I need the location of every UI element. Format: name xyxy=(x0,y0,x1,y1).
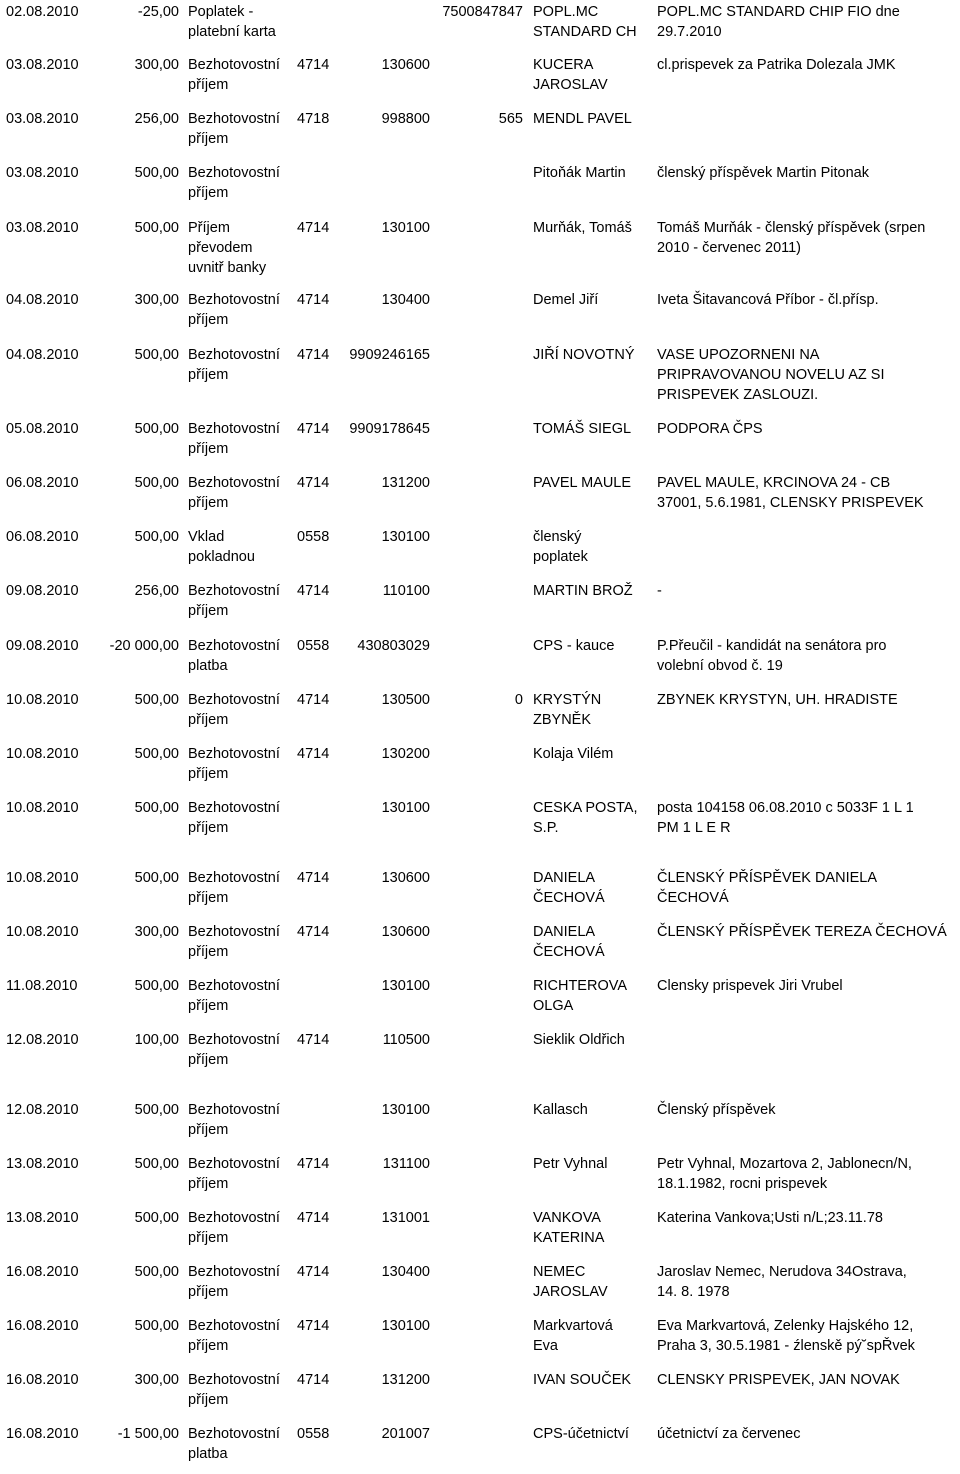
transaction-type-cell-line: Bezhotovostní xyxy=(188,1156,280,1172)
amount-cell: 300,00 xyxy=(134,924,179,940)
counterparty-cell-line: STANDARD CH xyxy=(533,24,637,40)
transaction-type-cell-line: Bezhotovostní xyxy=(188,746,280,762)
date-cell: 10.08.2010 xyxy=(6,924,79,940)
specific-symbol-cell: 7500847847 xyxy=(442,4,523,20)
counterparty-cell-line: Pitoňák Martin xyxy=(533,165,626,181)
transaction-type-cell-line: platba xyxy=(188,658,228,674)
transaction-type-cell xyxy=(188,1424,280,1464)
counterparty-cell-line: Markvartová xyxy=(533,1318,613,1334)
amount-cell: 500,00 xyxy=(134,1156,179,1172)
message-cell xyxy=(657,690,898,710)
date-cell: 06.08.2010 xyxy=(6,475,79,491)
message-cell-line: 14. 8. 1978 xyxy=(657,1284,730,1300)
message-cell xyxy=(657,1262,907,1302)
counterparty-cell xyxy=(533,744,613,764)
transaction-type-cell-line: Bezhotovostní xyxy=(188,292,280,308)
transaction-type-cell xyxy=(188,473,280,513)
transaction-type-cell xyxy=(188,976,280,1016)
transaction-type-cell-line: Bezhotovostní xyxy=(188,165,280,181)
constant-symbol-cell: 4714 xyxy=(297,57,330,73)
counterparty-cell-line: TOMÁŠ SIEGL xyxy=(533,421,632,437)
message-cell xyxy=(657,1424,800,1444)
counterparty-cell-line: S.P. xyxy=(533,820,559,836)
message-cell xyxy=(657,55,896,75)
constant-symbol-cell: 4714 xyxy=(297,1318,330,1334)
date-cell: 03.08.2010 xyxy=(6,165,79,181)
amount-cell: 500,00 xyxy=(134,870,179,886)
date-cell: 04.08.2010 xyxy=(6,292,79,308)
date-cell: 13.08.2010 xyxy=(6,1210,79,1226)
constant-symbol-cell: 4714 xyxy=(297,1264,330,1280)
variable-symbol-cell: 130500 xyxy=(381,692,430,708)
counterparty-cell xyxy=(533,1316,613,1356)
message-cell xyxy=(657,798,914,838)
message-cell xyxy=(657,636,886,676)
counterparty-cell-line: Murňák, Tomáš xyxy=(533,220,632,236)
message-cell-line: 2010 - červenec 2011) xyxy=(657,240,802,256)
message-cell xyxy=(657,1316,915,1356)
amount-cell: 256,00 xyxy=(134,583,179,599)
message-cell xyxy=(657,868,877,908)
transaction-type-cell-line: Bezhotovostní xyxy=(188,800,280,816)
transaction-type-cell xyxy=(188,798,280,838)
amount-cell: 500,00 xyxy=(134,692,179,708)
variable-symbol-cell: 201007 xyxy=(381,1426,430,1442)
amount-cell: -25,00 xyxy=(137,4,179,20)
counterparty-cell-line: KATERINA xyxy=(533,1230,605,1246)
counterparty-cell xyxy=(533,419,631,439)
transaction-type-cell xyxy=(188,345,280,385)
transaction-type-cell-line: Bezhotovostní xyxy=(188,1318,280,1334)
amount-cell: 500,00 xyxy=(134,475,179,491)
date-cell: 11.08.2010 xyxy=(6,978,78,994)
message-cell-line: - xyxy=(657,583,662,599)
variable-symbol-cell: 430803029 xyxy=(357,638,430,654)
message-cell xyxy=(657,581,662,601)
variable-symbol-cell: 130600 xyxy=(381,870,430,886)
transaction-type-cell xyxy=(188,1154,280,1194)
counterparty-cell xyxy=(533,581,633,601)
date-cell: 10.08.2010 xyxy=(6,800,79,816)
specific-symbol-cell: 0 xyxy=(514,692,523,708)
transaction-type-cell xyxy=(188,744,280,784)
constant-symbol-cell: 4714 xyxy=(297,1372,330,1388)
message-cell xyxy=(657,1208,883,1228)
transaction-type-cell-line: příjem xyxy=(188,944,229,960)
counterparty-cell xyxy=(533,1154,607,1174)
message-cell-line: PODPORA ČPS xyxy=(657,421,763,437)
transaction-type-cell-line: Bezhotovostní xyxy=(188,692,280,708)
date-cell: 16.08.2010 xyxy=(6,1318,79,1334)
transaction-type-cell xyxy=(188,1370,280,1410)
message-cell xyxy=(657,1370,900,1390)
amount-cell: 500,00 xyxy=(134,1318,179,1334)
message-cell-line: Clensky prispevek Jiri Vrubel xyxy=(657,978,843,994)
message-cell xyxy=(657,1100,775,1120)
message-cell-line: PRISPEVEK ZASLOUZI. xyxy=(657,387,819,403)
message-cell-line: Katerina Vankova;Usti n/L;23.11.78 xyxy=(657,1210,883,1226)
message-cell xyxy=(657,976,843,996)
counterparty-cell xyxy=(533,636,614,656)
date-cell: 16.08.2010 xyxy=(6,1426,79,1442)
message-cell-line: 29.7.2010 xyxy=(657,24,722,40)
counterparty-cell-line: PAVEL MAULE xyxy=(533,475,632,491)
counterparty-cell xyxy=(533,868,605,908)
counterparty-cell xyxy=(533,290,598,310)
counterparty-cell xyxy=(533,690,601,730)
counterparty-cell-line: MENDL PAVEL xyxy=(533,111,632,127)
transaction-type-cell-line: Bezhotovostní xyxy=(188,1426,280,1442)
date-cell: 10.08.2010 xyxy=(6,746,79,762)
counterparty-cell-line: VANKOVA xyxy=(533,1210,601,1226)
message-cell-line: posta 104158 06.08.2010 c 5033F 1 L 1 xyxy=(657,800,914,816)
transaction-type-cell xyxy=(188,1208,280,1248)
transaction-type-cell-line: platba xyxy=(188,1446,228,1462)
message-cell-line: P.Přeučil - kandidát na senátora pro xyxy=(657,638,887,654)
transaction-type-cell xyxy=(188,690,280,730)
counterparty-cell xyxy=(533,976,627,1016)
counterparty-cell-line: ZBYNĚK xyxy=(533,712,592,728)
date-cell: 12.08.2010 xyxy=(6,1032,79,1048)
transaction-type-cell xyxy=(188,1030,280,1070)
message-cell-line: 37001, 5.6.1981, CLENSKY PRISPEVEK xyxy=(657,495,924,511)
transaction-type-cell-line: příjem xyxy=(188,603,229,619)
constant-symbol-cell: 4714 xyxy=(297,692,330,708)
transaction-type-cell-line: Bezhotovostní xyxy=(188,638,280,654)
message-cell-line: ČLENSKÝ PŘÍSPĚVEK DANIELA xyxy=(657,870,877,886)
date-cell: 09.08.2010 xyxy=(6,583,79,599)
constant-symbol-cell: 4714 xyxy=(297,1156,330,1172)
transaction-type-cell-line: příjem xyxy=(188,1230,229,1246)
amount-cell: 500,00 xyxy=(134,347,179,363)
message-cell-line: členský příspěvek Martin Pitonak xyxy=(657,165,869,181)
message-cell xyxy=(657,2,900,42)
transaction-type-cell-line: příjem xyxy=(188,1338,229,1354)
counterparty-cell xyxy=(533,798,638,838)
variable-symbol-cell: 130100 xyxy=(381,1102,430,1118)
counterparty-cell-line: ČECHOVÁ xyxy=(533,890,605,906)
transaction-type-cell-line: Bezhotovostní xyxy=(188,1102,280,1118)
variable-symbol-cell: 130600 xyxy=(381,924,430,940)
amount-cell: 256,00 xyxy=(134,111,179,127)
amount-cell: 500,00 xyxy=(134,978,179,994)
transaction-type-cell-line: Bezhotovostní xyxy=(188,1032,280,1048)
transaction-type-cell-line: Bezhotovostní xyxy=(188,583,280,599)
counterparty-cell xyxy=(533,109,632,129)
variable-symbol-cell: 130600 xyxy=(381,57,430,73)
date-cell: 12.08.2010 xyxy=(6,1102,79,1118)
date-cell: 16.08.2010 xyxy=(6,1372,79,1388)
counterparty-cell-line: CPS-účetnictví xyxy=(533,1426,629,1442)
constant-symbol-cell: 4714 xyxy=(297,475,330,491)
transaction-type-cell-line: příjem xyxy=(188,1392,229,1408)
message-cell-line: Praha 3, 30.5.1981 - źlenskě pý˘spŘvek xyxy=(657,1338,915,1354)
counterparty-cell-line: RICHTEROVA xyxy=(533,978,627,994)
transaction-type-cell-line: Vklad xyxy=(188,529,225,545)
counterparty-cell xyxy=(533,163,626,183)
counterparty-cell xyxy=(533,345,635,365)
date-cell: 06.08.2010 xyxy=(6,529,79,545)
counterparty-cell xyxy=(533,1262,608,1302)
variable-symbol-cell: 110100 xyxy=(382,583,430,599)
message-cell xyxy=(657,1154,912,1194)
counterparty-cell xyxy=(533,922,605,962)
message-cell-line: cl.prispevek za Patrika Dolezala JMK xyxy=(657,57,896,73)
message-cell xyxy=(657,419,763,439)
variable-symbol-cell: 130100 xyxy=(381,1318,430,1334)
transaction-type-cell-line: příjem xyxy=(188,131,229,147)
counterparty-cell-line: Kolaja Vilém xyxy=(533,746,614,762)
date-cell: 10.08.2010 xyxy=(6,870,79,886)
transaction-type-cell xyxy=(188,163,280,203)
message-cell-line: volební obvod č. 19 xyxy=(657,658,783,674)
message-cell-line: Jaroslav Nemec, Nerudova 34Ostrava, xyxy=(657,1264,907,1280)
counterparty-cell-line: CESKA POSTA, xyxy=(533,800,638,816)
transaction-type-cell xyxy=(188,922,280,962)
transaction-type-cell xyxy=(188,2,276,42)
counterparty-cell-line: CPS - kauce xyxy=(533,638,615,654)
variable-symbol-cell: 130100 xyxy=(381,978,430,994)
counterparty-cell xyxy=(533,218,632,238)
transaction-type-cell xyxy=(188,527,255,567)
message-cell xyxy=(657,922,947,942)
transaction-type-cell-line: Bezhotovostní xyxy=(188,1264,280,1280)
amount-cell: 500,00 xyxy=(134,421,179,437)
message-cell xyxy=(657,345,885,405)
counterparty-cell xyxy=(533,1424,629,1444)
transaction-type-cell xyxy=(188,218,266,278)
transaction-type-cell-line: Bezhotovostní xyxy=(188,1210,280,1226)
transaction-type-cell-line: Bezhotovostní xyxy=(188,111,280,127)
message-cell-line: PRIPRAVOVANOU NOVELU AZ SI xyxy=(657,367,885,383)
amount-cell: 300,00 xyxy=(134,57,179,73)
message-cell-line: ZBYNEK KRYSTYN, UH. HRADISTE xyxy=(657,692,898,708)
variable-symbol-cell: 130400 xyxy=(381,292,430,308)
message-cell-line: Tomáš Murňák - členský příspěvek (srpen xyxy=(657,220,926,236)
amount-cell: 300,00 xyxy=(134,292,179,308)
transaction-type-cell-line: převodem xyxy=(188,240,253,256)
date-cell: 16.08.2010 xyxy=(6,1264,79,1280)
constant-symbol-cell: 4714 xyxy=(297,220,330,236)
counterparty-cell-line: Sieklik Oldřich xyxy=(533,1032,625,1048)
variable-symbol-cell: 130200 xyxy=(381,746,430,762)
counterparty-cell-line: POPL.MC xyxy=(533,4,599,20)
message-cell-line: Členský příspěvek xyxy=(657,1102,776,1118)
variable-symbol-cell: 130100 xyxy=(381,529,430,545)
variable-symbol-cell: 9909246165 xyxy=(349,347,430,363)
transaction-type-cell xyxy=(188,419,280,459)
transaction-type-cell-line: Bezhotovostní xyxy=(188,978,280,994)
transaction-type-cell-line: Bezhotovostní xyxy=(188,347,280,363)
counterparty-cell-line: KUCERA xyxy=(533,57,594,73)
variable-symbol-cell: 9909178645 xyxy=(349,421,430,437)
message-cell-line: Eva Markvartová, Zelenky Hajského 12, xyxy=(657,1318,914,1334)
transaction-type-cell xyxy=(188,1262,280,1302)
message-cell-line: CLENSKY PRISPEVEK, JAN NOVAK xyxy=(657,1372,900,1388)
counterparty-cell-line: Eva xyxy=(533,1338,558,1354)
date-cell: 13.08.2010 xyxy=(6,1156,79,1172)
transaction-type-cell-line: příjem xyxy=(188,1052,229,1068)
transaction-type-cell-line: Bezhotovostní xyxy=(188,57,280,73)
message-cell xyxy=(657,290,879,310)
constant-symbol-cell: 4714 xyxy=(297,347,330,363)
transaction-type-cell-line: pokladnou xyxy=(188,549,255,565)
variable-symbol-cell: 130100 xyxy=(381,220,430,236)
message-cell-line: Petr Vyhnal, Mozartova 2, Jablonecn/N, xyxy=(657,1156,912,1172)
amount-cell: 100,00 xyxy=(134,1032,179,1048)
counterparty-cell xyxy=(533,1100,588,1120)
counterparty-cell-line: JAROSLAV xyxy=(533,77,608,93)
transaction-type-cell xyxy=(188,290,280,330)
amount-cell: 300,00 xyxy=(134,1372,179,1388)
transaction-type-cell-line: Bezhotovostní xyxy=(188,475,280,491)
amount-cell: 500,00 xyxy=(134,1102,179,1118)
transaction-type-cell xyxy=(188,1316,280,1356)
constant-symbol-cell: 4714 xyxy=(297,1210,330,1226)
amount-cell: 500,00 xyxy=(134,800,179,816)
transaction-type-cell-line: příjem xyxy=(188,185,229,201)
message-cell-line: Iveta Šitavancová Příbor - čl.přísp. xyxy=(657,292,879,308)
message-cell-line: ČLENSKÝ PŘÍSPĚVEK TEREZA ČECHOVÁ xyxy=(657,924,947,940)
transaction-type-cell xyxy=(188,1100,280,1140)
variable-symbol-cell: 998800 xyxy=(381,111,430,127)
message-cell xyxy=(657,218,925,258)
transaction-type-cell-line: příjem xyxy=(188,998,229,1014)
counterparty-cell-line: poplatek xyxy=(533,549,588,565)
constant-symbol-cell: 4714 xyxy=(297,292,330,308)
constant-symbol-cell: 4714 xyxy=(297,421,330,437)
message-cell-line: PAVEL MAULE, KRCINOVA 24 - CB xyxy=(657,475,891,491)
counterparty-cell-line: JAROSLAV xyxy=(533,1284,608,1300)
counterparty-cell xyxy=(533,1208,604,1248)
transaction-type-cell-line: příjem xyxy=(188,495,229,511)
transaction-type-cell-line: platební karta xyxy=(188,24,276,40)
transaction-type-cell-line: příjem xyxy=(188,1176,229,1192)
date-cell: 05.08.2010 xyxy=(6,421,79,437)
variable-symbol-cell: 131200 xyxy=(381,1372,430,1388)
message-cell xyxy=(657,473,924,513)
message-cell-line: VASE UPOZORNENI NA xyxy=(657,347,820,363)
amount-cell: 500,00 xyxy=(134,165,179,181)
variable-symbol-cell: 130400 xyxy=(381,1264,430,1280)
counterparty-cell xyxy=(533,473,631,493)
transaction-type-cell-line: příjem xyxy=(188,77,229,93)
counterparty-cell-line: DANIELA xyxy=(533,870,596,886)
counterparty-cell-line: Demel Jiří xyxy=(533,292,599,308)
transaction-type-cell xyxy=(188,55,280,95)
counterparty-cell xyxy=(533,55,608,95)
counterparty-cell-line: OLGA xyxy=(533,998,574,1014)
amount-cell: 500,00 xyxy=(134,220,179,236)
amount-cell: -1 500,00 xyxy=(117,1426,179,1442)
message-cell-line: PM 1 L E R xyxy=(657,820,731,836)
variable-symbol-cell: 131001 xyxy=(381,1210,430,1226)
message-cell-line: účetnictví za červenec xyxy=(657,1426,801,1442)
constant-symbol-cell: 0558 xyxy=(297,638,330,654)
message-cell-line: POPL.MC STANDARD CHIP FIO dne xyxy=(657,4,900,20)
date-cell: 04.08.2010 xyxy=(6,347,79,363)
variable-symbol-cell: 110500 xyxy=(382,1032,430,1048)
transaction-type-cell-line: příjem xyxy=(188,367,229,383)
date-cell: 10.08.2010 xyxy=(6,692,79,708)
transaction-type-cell-line: příjem xyxy=(188,820,229,836)
counterparty-cell-line: ČECHOVÁ xyxy=(533,944,605,960)
counterparty-cell-line: Kallasch xyxy=(533,1102,588,1118)
constant-symbol-cell: 4714 xyxy=(297,746,330,762)
counterparty-cell-line: MARTIN BROŽ xyxy=(533,583,633,599)
amount-cell: 500,00 xyxy=(134,529,179,545)
counterparty-cell-line: KRYSTÝN xyxy=(533,692,602,708)
message-cell xyxy=(657,163,869,183)
constant-symbol-cell: 0558 xyxy=(297,529,330,545)
transaction-type-cell-line: Bezhotovostní xyxy=(188,924,280,940)
transaction-type-cell-line: příjem xyxy=(188,1284,229,1300)
transaction-type-cell-line: Bezhotovostní xyxy=(188,870,280,886)
transaction-type-cell-line: Bezhotovostní xyxy=(188,421,280,437)
transaction-type-cell xyxy=(188,581,280,621)
specific-symbol-cell: 565 xyxy=(498,111,523,127)
constant-symbol-cell: 4714 xyxy=(297,1032,330,1048)
transaction-type-cell-line: Příjem xyxy=(188,220,230,236)
counterparty-cell-line: Petr Vyhnal xyxy=(533,1156,608,1172)
transaction-type-cell xyxy=(188,636,280,676)
transaction-type-cell-line: uvnitř banky xyxy=(188,260,267,276)
counterparty-cell xyxy=(533,2,637,42)
amount-cell: 500,00 xyxy=(134,746,179,762)
date-cell: 03.08.2010 xyxy=(6,57,79,73)
constant-symbol-cell: 0558 xyxy=(297,1426,330,1442)
variable-symbol-cell: 131100 xyxy=(382,1156,430,1172)
date-cell: 09.08.2010 xyxy=(6,638,79,654)
date-cell: 03.08.2010 xyxy=(6,220,79,236)
variable-symbol-cell: 131200 xyxy=(381,475,430,491)
message-cell-line: 18.1.1982, rocni prispevek xyxy=(657,1176,828,1192)
transaction-type-cell-line: příjem xyxy=(188,890,229,906)
date-cell: 03.08.2010 xyxy=(6,111,79,127)
transaction-type-cell-line: příjem xyxy=(188,766,229,782)
counterparty-cell xyxy=(533,527,588,567)
amount-cell: 500,00 xyxy=(134,1264,179,1280)
transaction-type-cell-line: příjem xyxy=(188,312,229,328)
transaction-type-cell-line: příjem xyxy=(188,1122,229,1138)
counterparty-cell-line: členský xyxy=(533,529,582,545)
amount-cell: -20 000,00 xyxy=(109,638,179,654)
transaction-type-cell-line: příjem xyxy=(188,441,229,457)
constant-symbol-cell: 4718 xyxy=(297,111,330,127)
counterparty-cell-line: JIŘÍ NOVOTNÝ xyxy=(533,347,635,363)
constant-symbol-cell: 4714 xyxy=(297,924,330,940)
transaction-type-cell-line: Poplatek - xyxy=(188,4,254,20)
transaction-type-cell xyxy=(188,868,280,908)
transaction-type-cell-line: Bezhotovostní xyxy=(188,1372,280,1388)
counterparty-cell xyxy=(533,1370,631,1390)
message-cell-line: ČECHOVÁ xyxy=(657,890,729,906)
constant-symbol-cell: 4714 xyxy=(297,870,330,886)
counterparty-cell-line: IVAN SOUČEK xyxy=(533,1372,632,1388)
variable-symbol-cell: 130100 xyxy=(381,800,430,816)
amount-cell: 500,00 xyxy=(134,1210,179,1226)
counterparty-cell-line: NEMEC xyxy=(533,1264,586,1280)
counterparty-cell-line: DANIELA xyxy=(533,924,596,940)
date-cell: 02.08.2010 xyxy=(6,4,79,20)
transaction-type-cell xyxy=(188,109,280,149)
counterparty-cell xyxy=(533,1030,625,1050)
transaction-type-cell-line: příjem xyxy=(188,712,229,728)
constant-symbol-cell: 4714 xyxy=(297,583,330,599)
